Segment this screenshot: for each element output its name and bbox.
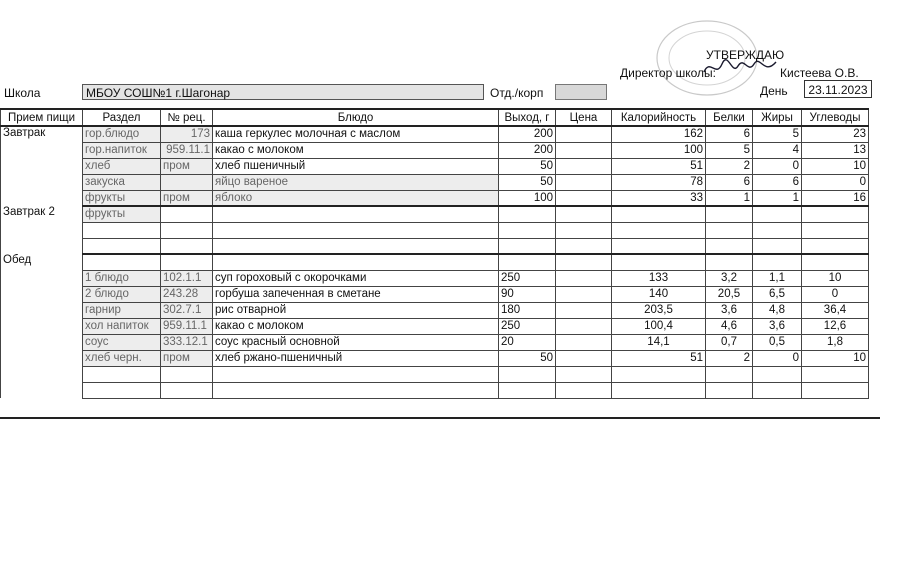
protein-cell[interactable]: 2: [706, 158, 753, 174]
carbs-cell[interactable]: 13: [802, 142, 869, 158]
carbs-cell[interactable]: 23: [802, 126, 869, 142]
table-row: [1, 222, 869, 238]
table-bottom-border: [0, 417, 880, 419]
recipe-cell[interactable]: пром: [161, 350, 213, 366]
fat-cell[interactable]: [753, 222, 802, 238]
dish-cell[interactable]: рис отварной: [213, 302, 499, 318]
dish-cell[interactable]: какао с молоком: [213, 318, 499, 334]
recipe-cell[interactable]: [161, 366, 213, 382]
table-row: [1, 158, 869, 174]
output-cell[interactable]: [499, 254, 556, 270]
recipe-cell[interactable]: [161, 382, 213, 398]
recipe-cell[interactable]: 173: [161, 126, 213, 142]
protein-cell[interactable]: 4,6: [706, 318, 753, 334]
price-cell[interactable]: [556, 318, 612, 334]
section-cell[interactable]: гор.блюдо: [83, 126, 161, 142]
protein-cell[interactable]: 2: [706, 350, 753, 366]
fat-cell[interactable]: 6,5: [753, 286, 802, 302]
table-row: [1, 206, 869, 222]
carbs-cell[interactable]: [802, 222, 869, 238]
calories-cell[interactable]: 51: [612, 350, 706, 366]
fat-cell[interactable]: 6: [753, 174, 802, 190]
protein-cell[interactable]: [706, 382, 753, 398]
price-cell[interactable]: [556, 158, 612, 174]
output-cell[interactable]: 50: [499, 158, 556, 174]
protein-cell[interactable]: 0,7: [706, 334, 753, 350]
col-meal: Прием пищи: [1, 109, 83, 126]
table-row: [1, 366, 869, 382]
dish-cell[interactable]: каша геркулес молочная с маслом: [213, 126, 499, 142]
col-price: Цена: [556, 109, 612, 126]
section-cell[interactable]: [83, 366, 161, 382]
dish-cell[interactable]: какао с молоком: [213, 142, 499, 158]
director-label: Директор школы:: [620, 66, 716, 80]
carbs-cell[interactable]: 1,8: [802, 334, 869, 350]
calories-cell[interactable]: [612, 366, 706, 382]
dish-cell[interactable]: [213, 254, 499, 270]
table-row: [1, 126, 869, 142]
fat-cell[interactable]: 0,5: [753, 334, 802, 350]
dish-cell[interactable]: хлеб ржано-пшеничный: [213, 350, 499, 366]
recipe-cell[interactable]: [161, 222, 213, 238]
recipe-cell[interactable]: 243.28: [161, 286, 213, 302]
fat-cell[interactable]: 4,8: [753, 302, 802, 318]
recipe-cell[interactable]: 302.7.1: [161, 302, 213, 318]
meal-label: Завтрак 2: [1, 206, 83, 254]
output-cell[interactable]: 250: [499, 270, 556, 286]
recipe-cell[interactable]: [161, 206, 213, 222]
dish-cell[interactable]: [213, 206, 499, 222]
carbs-cell[interactable]: 10: [802, 158, 869, 174]
carbs-cell[interactable]: 12,6: [802, 318, 869, 334]
price-cell[interactable]: [556, 126, 612, 142]
price-cell[interactable]: [556, 334, 612, 350]
recipe-cell[interactable]: 102.1.1: [161, 270, 213, 286]
section-cell[interactable]: гарнир: [83, 302, 161, 318]
carbs-cell[interactable]: [802, 238, 869, 254]
carbs-cell[interactable]: [802, 254, 869, 270]
calories-cell[interactable]: [612, 238, 706, 254]
section-cell[interactable]: соус: [83, 334, 161, 350]
output-cell[interactable]: 20: [499, 334, 556, 350]
col-output: Выход, г: [499, 109, 556, 126]
output-cell[interactable]: 180: [499, 302, 556, 318]
price-cell[interactable]: [556, 254, 612, 270]
recipe-cell[interactable]: 333.12.1: [161, 334, 213, 350]
recipe-cell[interactable]: [161, 254, 213, 270]
price-cell[interactable]: [556, 302, 612, 318]
table-row: [1, 302, 869, 318]
table-row: [1, 142, 869, 158]
dish-cell[interactable]: хлеб пшеничный: [213, 158, 499, 174]
calories-cell[interactable]: 78: [612, 174, 706, 190]
dish-cell[interactable]: [213, 366, 499, 382]
recipe-cell[interactable]: пром: [161, 190, 213, 206]
carbs-cell[interactable]: [802, 382, 869, 398]
calories-cell[interactable]: 14,1: [612, 334, 706, 350]
output-cell[interactable]: 90: [499, 286, 556, 302]
calories-cell[interactable]: [612, 382, 706, 398]
output-cell[interactable]: 50: [499, 174, 556, 190]
calories-cell[interactable]: 33: [612, 190, 706, 206]
section-cell[interactable]: 1 блюдо: [83, 270, 161, 286]
protein-cell[interactable]: [706, 206, 753, 222]
col-recipe: № рец.: [161, 109, 213, 126]
fat-cell[interactable]: [753, 382, 802, 398]
table-row: [1, 334, 869, 350]
date-field[interactable]: 23.11.2023: [804, 80, 872, 98]
table-row: [1, 238, 869, 254]
carbs-cell[interactable]: 10: [802, 270, 869, 286]
table-row: [1, 190, 869, 206]
school-label: Школа: [4, 86, 41, 100]
protein-cell[interactable]: 1: [706, 190, 753, 206]
table-row: [1, 270, 869, 286]
protein-cell[interactable]: [706, 222, 753, 238]
carbs-cell[interactable]: 36,4: [802, 302, 869, 318]
menu-table: [0, 108, 869, 399]
table-row: [1, 286, 869, 302]
output-cell[interactable]: 50: [499, 350, 556, 366]
output-cell[interactable]: [499, 206, 556, 222]
dish-cell[interactable]: соус красный основной: [213, 334, 499, 350]
table-row: [1, 382, 869, 398]
day-label: День: [760, 84, 788, 98]
protein-cell[interactable]: 6: [706, 126, 753, 142]
calories-cell[interactable]: 51: [612, 158, 706, 174]
output-cell[interactable]: 200: [499, 126, 556, 142]
col-dish: Блюдо: [213, 109, 499, 126]
section-cell[interactable]: хлеб: [83, 158, 161, 174]
output-cell[interactable]: [499, 366, 556, 382]
dept-field[interactable]: [555, 84, 607, 100]
calories-cell[interactable]: 100: [612, 142, 706, 158]
price-cell[interactable]: [556, 206, 612, 222]
output-cell[interactable]: [499, 238, 556, 254]
fat-cell[interactable]: 3,6: [753, 318, 802, 334]
protein-cell[interactable]: [706, 238, 753, 254]
col-calories: Калорийность: [612, 109, 706, 126]
carbs-cell[interactable]: 0: [802, 174, 869, 190]
table-row: [1, 254, 869, 270]
price-cell[interactable]: [556, 142, 612, 158]
section-cell[interactable]: гор.напиток: [83, 142, 161, 158]
output-cell[interactable]: [499, 382, 556, 398]
dish-cell[interactable]: [213, 238, 499, 254]
meal-label: Завтрак: [1, 126, 83, 206]
meal-label: Обед: [1, 254, 83, 398]
price-cell[interactable]: [556, 270, 612, 286]
calories-cell[interactable]: 133: [612, 270, 706, 286]
section-cell[interactable]: [83, 238, 161, 254]
carbs-cell[interactable]: 10: [802, 350, 869, 366]
calories-cell[interactable]: 140: [612, 286, 706, 302]
col-section: Раздел: [83, 109, 161, 126]
carbs-cell[interactable]: 0: [802, 286, 869, 302]
calories-cell[interactable]: [612, 206, 706, 222]
dish-cell[interactable]: [213, 382, 499, 398]
fat-cell[interactable]: [753, 366, 802, 382]
section-cell[interactable]: хол напиток: [83, 318, 161, 334]
table-row: [1, 350, 869, 366]
protein-cell[interactable]: [706, 366, 753, 382]
dish-cell[interactable]: суп гороховый с окорочками: [213, 270, 499, 286]
col-fat: Жиры: [753, 109, 802, 126]
col-carbs: Углеводы: [802, 109, 869, 126]
output-cell[interactable]: 200: [499, 142, 556, 158]
price-cell[interactable]: [556, 190, 612, 206]
output-cell[interactable]: [499, 222, 556, 238]
section-cell[interactable]: закуска: [83, 174, 161, 190]
dish-cell[interactable]: яблоко: [213, 190, 499, 206]
fat-cell[interactable]: 0: [753, 350, 802, 366]
section-cell[interactable]: [83, 222, 161, 238]
calories-cell[interactable]: 100,4: [612, 318, 706, 334]
table-row: [1, 318, 869, 334]
dish-cell[interactable]: [213, 222, 499, 238]
approve-label: УТВЕРЖДАЮ: [706, 48, 785, 62]
fat-cell[interactable]: 1,1: [753, 270, 802, 286]
fat-cell[interactable]: [753, 238, 802, 254]
recipe-cell[interactable]: 959.11.1: [161, 318, 213, 334]
dish-cell[interactable]: горбуша запеченная в сметане: [213, 286, 499, 302]
fat-cell[interactable]: 0: [753, 158, 802, 174]
col-protein: Белки: [706, 109, 753, 126]
protein-cell[interactable]: [706, 254, 753, 270]
output-cell[interactable]: 250: [499, 318, 556, 334]
recipe-cell[interactable]: пром: [161, 158, 213, 174]
price-cell[interactable]: [556, 382, 612, 398]
price-cell[interactable]: [556, 366, 612, 382]
carbs-cell[interactable]: [802, 206, 869, 222]
section-cell[interactable]: хлеб черн.: [83, 350, 161, 366]
protein-cell[interactable]: 3,2: [706, 270, 753, 286]
output-cell[interactable]: 100: [499, 190, 556, 206]
dept-label: Отд./корп: [490, 86, 544, 100]
protein-cell[interactable]: 20,5: [706, 286, 753, 302]
fat-cell[interactable]: [753, 254, 802, 270]
recipe-cell[interactable]: [161, 238, 213, 254]
section-cell[interactable]: фрукты: [83, 206, 161, 222]
price-cell[interactable]: [556, 350, 612, 366]
table-row: [1, 174, 869, 190]
calories-cell[interactable]: 162: [612, 126, 706, 142]
fat-cell[interactable]: 5: [753, 126, 802, 142]
fat-cell[interactable]: [753, 206, 802, 222]
price-cell[interactable]: [556, 174, 612, 190]
fat-cell[interactable]: 4: [753, 142, 802, 158]
price-cell[interactable]: [556, 222, 612, 238]
calories-cell[interactable]: 203,5: [612, 302, 706, 318]
recipe-cell[interactable]: 959.11.1: [161, 142, 213, 158]
price-cell[interactable]: [556, 286, 612, 302]
section-cell[interactable]: [83, 254, 161, 270]
section-cell[interactable]: 2 блюдо: [83, 286, 161, 302]
carbs-cell[interactable]: 16: [802, 190, 869, 206]
protein-cell[interactable]: 3,6: [706, 302, 753, 318]
calories-cell[interactable]: [612, 254, 706, 270]
recipe-cell[interactable]: [161, 174, 213, 190]
protein-cell[interactable]: 5: [706, 142, 753, 158]
school-field[interactable]: МБОУ СОШ№1 г.Шагонар: [82, 84, 484, 100]
dish-cell[interactable]: яйцо вареное: [213, 174, 499, 190]
fat-cell[interactable]: 1: [753, 190, 802, 206]
section-cell[interactable]: фрукты: [83, 190, 161, 206]
calories-cell[interactable]: [612, 222, 706, 238]
price-cell[interactable]: [556, 238, 612, 254]
table-header-row: [1, 109, 869, 126]
carbs-cell[interactable]: [802, 366, 869, 382]
section-cell[interactable]: [83, 382, 161, 398]
protein-cell[interactable]: 6: [706, 174, 753, 190]
director-name: Кистеева О.В.: [780, 66, 859, 80]
